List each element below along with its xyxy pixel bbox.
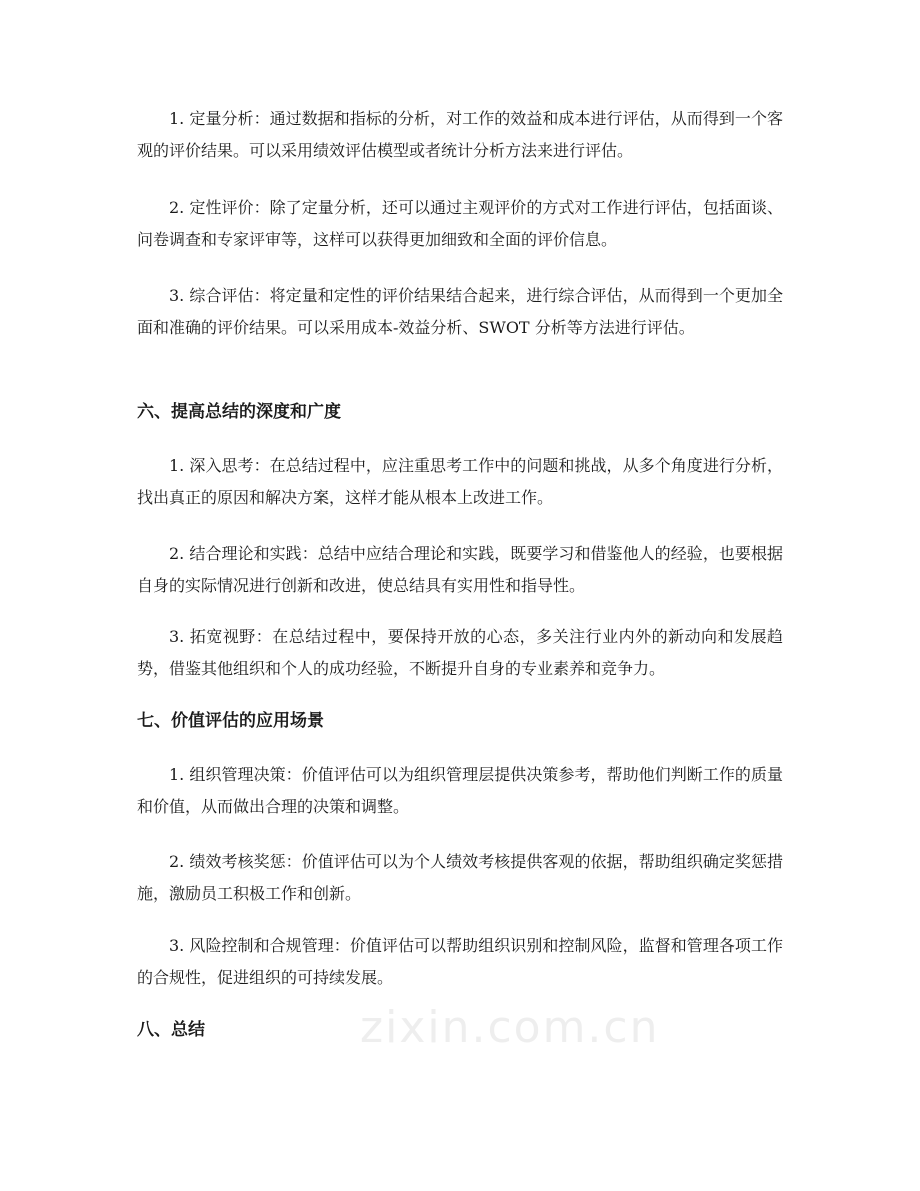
- paragraph-broaden-vision: 3. 拓宽视野：在总结过程中，要保持开放的心态，多关注行业内外的新动向和发展趋势，借鉴其他组织和个人的成功经验，不断提升自身的专业素养和竞争力。: [137, 627, 783, 678]
- heading-section-eight: 八、总结: [137, 1020, 205, 1040]
- paragraph-quantitative-analysis: 1. 定量分析：通过数据和指标的分析，对工作的效益和成本进行评估，从而得到一个客观的评价结果。可以采用绩效评估模型或者统计分析方法来进行评估。: [137, 109, 783, 160]
- heading-section-seven: 七、价值评估的应用场景: [137, 711, 324, 731]
- paragraph-performance-reward: 2. 绩效考核奖惩：价值评估可以为个人绩效考核提供客观的依据，帮助组织确定奖惩措施，激励员工积极工作和创新。: [137, 852, 783, 903]
- paragraph-risk-compliance: 3. 风险控制和合规管理：价值评估可以帮助组织识别和控制风险，监督和管理各项工作的合规性，促进组织的可持续发展。: [137, 936, 783, 987]
- paragraph-theory-practice: 2. 结合理论和实践：总结中应结合理论和实践，既要学习和借鉴他人的经验，也要根据自身的实际情况进行创新和改进，使总结具有实用性和指导性。: [137, 544, 783, 595]
- paragraph-deep-thinking: 1. 深入思考：在总结过程中，应注重思考工作中的问题和挑战，从多个角度进行分析，找出真正的原因和解决方案，这样才能从根本上改进工作。: [137, 456, 783, 507]
- paragraph-comprehensive-evaluation: 3. 综合评估：将定量和定性的评价结果结合起来，进行综合评估，从而得到一个更加全面和准确的评价结果。可以采用成本-效益分析、SWOT 分析等方法进行评估。: [137, 286, 783, 337]
- watermark: zixin.com.cn: [360, 1002, 660, 1053]
- heading-section-six: 六、提高总结的深度和广度: [137, 402, 341, 422]
- paragraph-management-decision: 1. 组织管理决策：价值评估可以为组织管理层提供决策参考，帮助他们判断工作的质量和价值，从而做出合理的决策和调整。: [137, 765, 783, 816]
- paragraph-qualitative-evaluation: 2. 定性评价：除了定量分析，还可以通过主观评价的方式对工作进行评估，包括面谈、问卷调查和专家评审等，这样可以获得更加细致和全面的评价信息。: [137, 198, 783, 249]
